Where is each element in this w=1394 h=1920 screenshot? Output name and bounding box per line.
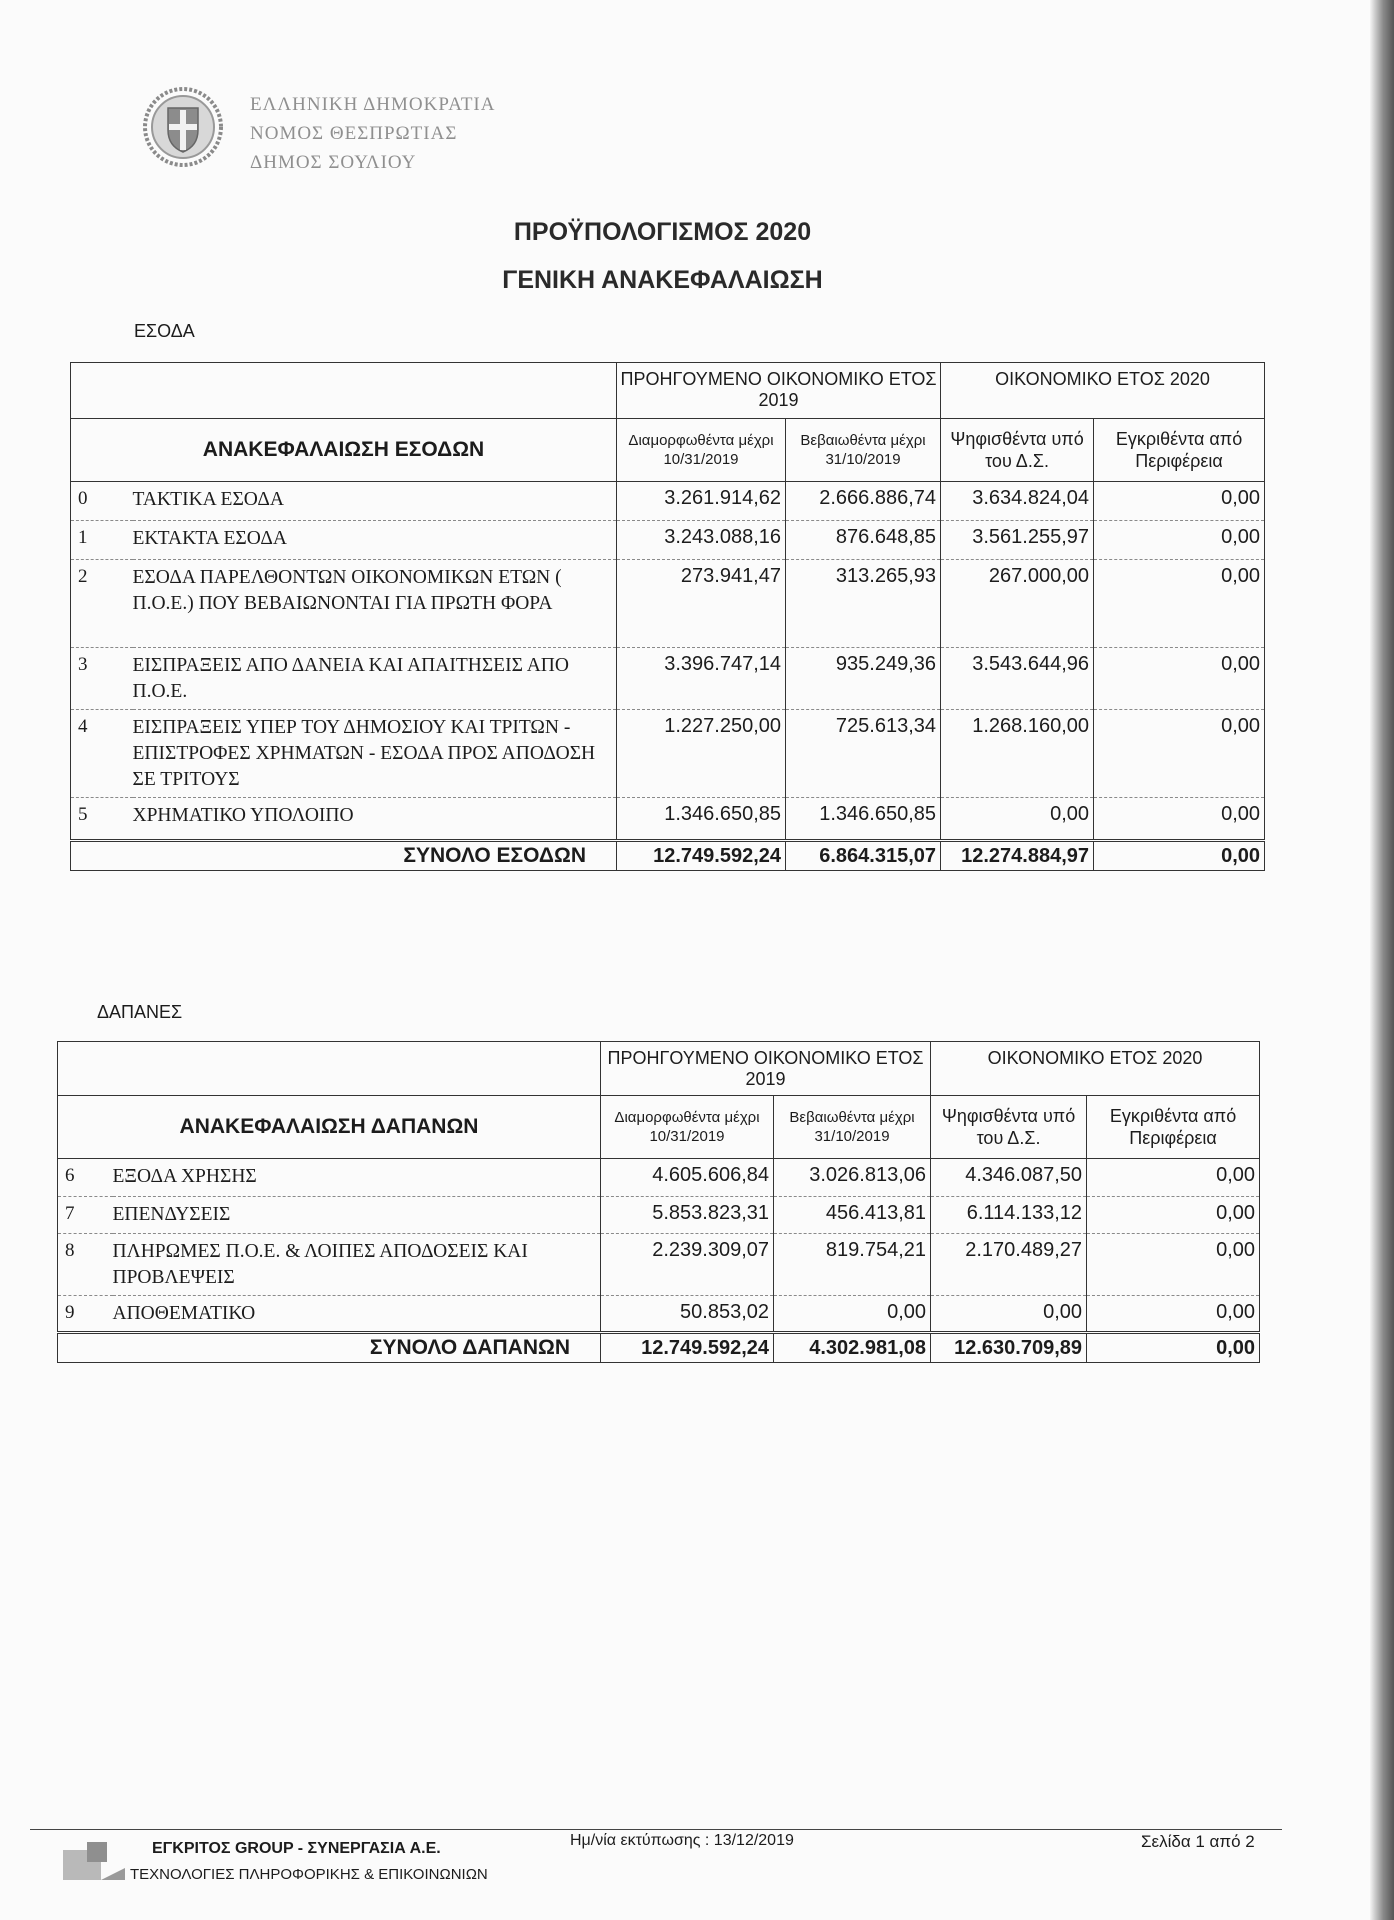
print-date: Ημ/νία εκτύπωσης : 13/12/2019 <box>570 1832 794 1849</box>
org-line-country: ΕΛΛΗΝΙΚΗ ΔΗΜΟΚΡΑΤΙΑ <box>250 94 496 115</box>
revenue-summary-table <box>70 362 1265 871</box>
expenses-total-row <box>58 1333 1260 1363</box>
cell-certified: 876.648,85 <box>786 521 941 560</box>
total-label: ΣΥΝΟΛΟ ΔΑΠΑΝΩΝ <box>369 1336 570 1359</box>
cell-voted: 0,00 <box>931 1296 1087 1333</box>
row-name: ΕΣΟΔΑ ΠΑΡΕΛΘΟΝΤΩΝ ΟΙΚΟΝΟΜΙΚΩΝ ΕΤΩΝ ( Π.Ο.Ε.) ΠΟΥ ΒΕΒΑΙΩΝΟΝΤΑΙ ΓΙΑ ΠΡΩΤΗ ΦΟΡΑ <box>132 567 562 614</box>
cell-formed: 273.941,47 <box>617 560 786 648</box>
total-approved: 0,00 <box>1087 1333 1260 1363</box>
cell-approved: 0,00 <box>1087 1234 1260 1296</box>
table-row <box>58 1234 1260 1296</box>
page-edge-shadow <box>1370 0 1394 1920</box>
table-row <box>71 798 1265 841</box>
cell-certified: 725.613,34 <box>786 710 941 798</box>
page-number: Σελίδα 1 από 2 <box>1141 1832 1255 1851</box>
company-logo-icon <box>63 1842 125 1882</box>
cell-formed: 3.261.914,62 <box>617 482 786 521</box>
column-header-formed: Διαμορφωθέντα μέχρι 10/31/2019 <box>601 1096 774 1159</box>
cell-approved: 0,00 <box>1094 798 1265 841</box>
total-certified: 4.302.981,08 <box>774 1333 931 1363</box>
cell-formed: 3.243.088,16 <box>617 521 786 560</box>
cell-voted: 6.114.133,12 <box>931 1197 1087 1234</box>
table-row <box>71 482 1265 521</box>
cell-approved: 0,00 <box>1094 710 1265 798</box>
cell-approved: 0,00 <box>1094 521 1265 560</box>
cell-approved: 0,00 <box>1087 1197 1260 1234</box>
column-header-approved: Εγκριθέντα από Περιφέρεια <box>1094 419 1265 482</box>
cell-certified: 0,00 <box>774 1296 931 1333</box>
column-header-certified: Βεβαιωθέντα μέχρι 31/10/2019 <box>774 1096 931 1159</box>
cell-voted: 0,00 <box>941 798 1094 841</box>
row-code: 1 <box>78 527 88 548</box>
table-row <box>71 560 1265 648</box>
row-name: ΕΚΤΑΚΤΑ ΕΣΟΔΑ <box>132 528 288 549</box>
row-code: 5 <box>78 804 88 825</box>
column-header-certified: Βεβαιωθέντα μέχρι 31/10/2019 <box>786 419 941 482</box>
cell-certified: 935.249,36 <box>786 648 941 710</box>
cell-voted: 3.634.824,04 <box>941 482 1094 521</box>
column-header-voted: Ψηφισθέντα υπό του Δ.Σ. <box>931 1096 1087 1159</box>
cell-approved: 0,00 <box>1094 482 1265 521</box>
footer-divider <box>30 1829 1282 1830</box>
cell-certified: 2.666.886,74 <box>786 482 941 521</box>
column-group-current-year: ΟΙΚΟΝΟΜΙΚΟ ΕΤΟΣ 2020 <box>941 363 1265 419</box>
issuing-authority <box>250 90 495 177</box>
cell-certified: 1.346.650,85 <box>786 798 941 841</box>
row-name: ΧΡΗΜΑΤΙΚΟ ΥΠΟΛΟΙΠΟ <box>132 805 354 826</box>
cell-formed: 4.605.606,84 <box>601 1159 774 1197</box>
cell-voted: 2.170.489,27 <box>931 1234 1087 1296</box>
total-voted: 12.274.884,97 <box>941 841 1094 871</box>
row-name: ΕΞΟΔΑ ΧΡΗΣΗΣ <box>112 1166 257 1187</box>
table-row <box>58 1197 1260 1234</box>
cell-formed: 1.227.250,00 <box>617 710 786 798</box>
cell-certified: 3.026.813,06 <box>774 1159 931 1197</box>
greek-coat-of-arms-emblem <box>142 86 224 168</box>
column-group-previous-year: ΠΡΟΗΓΟΥΜΕΝΟ ΟΙΚΟΝΟΜΙΚΟ ΕΤΟΣ 2019 <box>601 1042 931 1096</box>
row-code: 6 <box>65 1165 75 1186</box>
org-line-municipality: ΔΗΜΟΣ ΣΟΥΛΙΟΥ <box>250 152 417 173</box>
column-header-formed: Διαμορφωθέντα μέχρι 10/31/2019 <box>617 419 786 482</box>
total-label: ΣΥΝΟΛΟ ΕΣΟΔΩΝ <box>403 844 586 867</box>
expenses-section-label: ΔΑΠΑΝΕΣ <box>97 1002 183 1022</box>
footer-company-name: ΕΓΚΡΙΤΟΣ GROUP - ΣΥΝΕΡΓΑΣΙΑ Α.Ε. <box>152 1840 441 1857</box>
row-name: ΑΠΟΘΕΜΑΤΙΚΟ <box>112 1303 256 1324</box>
cell-certified: 819.754,21 <box>774 1234 931 1296</box>
cell-formed: 3.396.747,14 <box>617 648 786 710</box>
total-approved: 0,00 <box>1094 841 1265 871</box>
row-code: 3 <box>78 654 88 675</box>
cell-approved: 0,00 <box>1094 648 1265 710</box>
row-code: 2 <box>78 566 88 587</box>
row-code: 9 <box>65 1302 75 1323</box>
cell-formed: 2.239.309,07 <box>601 1234 774 1296</box>
org-line-prefecture: ΝΟΜΟΣ ΘΕΣΠΡΩΤΙΑΣ <box>250 123 458 144</box>
cell-approved: 0,00 <box>1087 1296 1260 1333</box>
cell-voted: 3.543.644,96 <box>941 648 1094 710</box>
document-subtitle: ΓΕΝΙΚΗ ΑΝΑΚΕΦΑΛΑΙΩΣΗ <box>502 266 823 294</box>
row-code: 8 <box>65 1240 75 1261</box>
cell-approved: 0,00 <box>1094 560 1265 648</box>
row-code: 7 <box>65 1203 75 1224</box>
expenses-summary-table <box>57 1041 1260 1363</box>
row-name: ΤΑΚΤΙΚΑ ΕΣΟΔΑ <box>132 489 285 510</box>
column-group-previous-year: ΠΡΟΗΓΟΥΜΕΝΟ ΟΙΚΟΝΟΜΙΚΟ ΕΤΟΣ 2019 <box>617 363 941 419</box>
revenue-summary-title: ΑΝΑΚΕΦΑΛΑΙΩΣΗ ΕΣΟΔΩΝ <box>71 419 617 482</box>
row-name: ΕΠΕΝΔΥΣΕΙΣ <box>112 1204 231 1225</box>
row-name: ΕΙΣΠΡΑΞΕΙΣ ΥΠΕΡ ΤΟΥ ΔΗΜΟΣΙΟΥ ΚΑΙ ΤΡΙΤΩΝ - ΕΠΙΣΤΡΟΦΕΣ ΧΡΗΜΑΤΩΝ - ΕΣΟΔΑ ΠΡΟΣ ΑΠΟΔΟΣΗ ΣΕ ΤΡΙΤΟΥΣ <box>132 717 596 790</box>
revenue-total-row <box>71 841 1265 871</box>
table-row <box>58 1159 1260 1197</box>
table-row <box>71 710 1265 798</box>
cell-formed: 5.853.823,31 <box>601 1197 774 1234</box>
row-code: 4 <box>78 716 88 737</box>
row-name: ΕΙΣΠΡΑΞΕΙΣ ΑΠΟ ΔΑΝΕΙΑ ΚΑΙ ΑΠΑΙΤΗΣΕΙΣ ΑΠΟ Π.Ο.Ε. <box>132 655 569 702</box>
cell-voted: 3.561.255,97 <box>941 521 1094 560</box>
total-certified: 6.864.315,07 <box>786 841 941 871</box>
cell-approved: 0,00 <box>1087 1159 1260 1197</box>
revenue-section-label: ΕΣΟΔΑ <box>134 321 195 341</box>
table-row <box>71 648 1265 710</box>
total-voted: 12.630.709,89 <box>931 1333 1087 1363</box>
row-name: ΠΛΗΡΩΜΕΣ Π.Ο.Ε. & ΛΟΙΠΕΣ ΑΠΟΔΟΣΕΙΣ ΚΑΙ ΠΡΟΒΛΕΨΕΙΣ <box>112 1241 528 1288</box>
expenses-summary-title: ΑΝΑΚΕΦΑΛΑΙΩΣΗ ΔΑΠΑΝΩΝ <box>58 1096 601 1159</box>
cell-certified: 456.413,81 <box>774 1197 931 1234</box>
table-row <box>71 521 1265 560</box>
cell-certified: 313.265,93 <box>786 560 941 648</box>
footer-company-tagline: ΤΕΧΝΟΛΟΓΙΕΣ ΠΛΗΡΟΦΟΡΙΚΗΣ & ΕΠΙΚΟΙΝΩΝΙΩΝ <box>130 1866 488 1883</box>
row-code: 0 <box>78 488 88 509</box>
total-formed: 12.749.592,24 <box>617 841 786 871</box>
cell-voted: 267.000,00 <box>941 560 1094 648</box>
cell-voted: 4.346.087,50 <box>931 1159 1087 1197</box>
column-group-current-year: ΟΙΚΟΝΟΜΙΚΟ ΕΤΟΣ 2020 <box>931 1042 1260 1096</box>
cell-voted: 1.268.160,00 <box>941 710 1094 798</box>
column-header-approved: Εγκριθέντα από Περιφέρεια <box>1087 1096 1260 1159</box>
column-header-voted: Ψηφισθέντα υπό του Δ.Σ. <box>941 419 1094 482</box>
cell-formed: 50.853,02 <box>601 1296 774 1333</box>
document-title: ΠΡΟΫΠΟΛΟΓΙΣΜΟΣ 2020 <box>513 218 812 246</box>
table-row <box>58 1296 1260 1333</box>
cell-formed: 1.346.650,85 <box>617 798 786 841</box>
total-formed: 12.749.592,24 <box>601 1333 774 1363</box>
